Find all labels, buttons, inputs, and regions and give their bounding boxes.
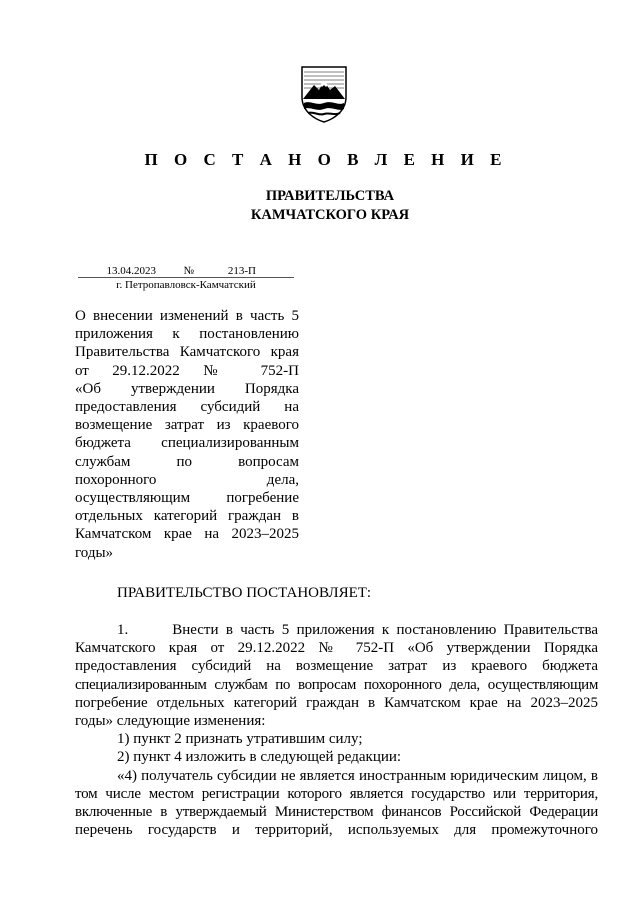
coat-of-arms-emblem — [300, 63, 348, 123]
subject-line: годы» — [75, 544, 114, 561]
subject-line: О внесении изменений в часть 5 — [75, 308, 299, 324]
body-line: перечень государств и территорий, используемых для промежуточного — [75, 822, 598, 839]
authority-line: ПРАВИТЕЛЬСТВА — [265, 188, 395, 204]
body-line: том числе местом регистрации которого является государство или территория, — [75, 785, 598, 802]
issue-place: г. Петропавловск-Камчатский — [116, 279, 256, 291]
body-line: включенные в утверждаемый Министерством финансов Российской Федерации — [75, 804, 598, 821]
number-sign: № — [183, 265, 194, 277]
subject-line: возмещение затрат из краевого — [75, 417, 299, 434]
body-line: 2) пункт 4 изложить в следующей редакции: — [117, 749, 402, 766]
document-body — [75, 621, 598, 839]
document-date: 13.04.2023 — [106, 265, 156, 277]
subject-line: предоставления субсидий на — [75, 399, 299, 416]
subject-line: похоронного дела, — [75, 471, 299, 488]
subject-line: Правительства Камчатского края — [75, 344, 299, 361]
date-number-line — [78, 262, 294, 278]
document-requisites — [78, 262, 294, 291]
subject-line: «Об утверждении Порядка — [75, 380, 299, 397]
decree-heading: ПРАВИТЕЛЬСТВО ПОСТАНОВЛЯЕТ: — [117, 585, 372, 601]
document-number: 213-П — [227, 265, 256, 277]
authority-line: КАМЧАТСКОГО КРАЯ — [250, 207, 410, 223]
subject-line: от 29.12.2022 № 752-П — [75, 362, 299, 379]
issuing-authority — [0, 187, 640, 225]
subject-line: осуществляющим погребение — [75, 490, 299, 507]
body-line: «4) получатель субсидии не является иностранным юридическим лицом, в — [117, 767, 598, 784]
subject-line: бюджета специализированным — [75, 435, 299, 452]
body-line: специализированным службам по вопросам похоронного дела, осуществляющим — [75, 676, 598, 693]
body-line: 1) пункт 2 признать утратившим силу; — [117, 731, 363, 748]
subject-line: Камчатском крае на 2023–2025 — [75, 526, 299, 543]
document-subject — [75, 307, 299, 562]
body-line: предоставления субсидий на возмещение затрат из краевого бюджета — [75, 658, 598, 675]
document-type-title: П О С Т А Н О В Л Е Н И Е — [144, 150, 508, 169]
body-line: годы» следующие изменения: — [75, 713, 266, 730]
body-line: погребение отдельных категорий граждан в Камчатском крае на 2023–2025 — [75, 694, 598, 711]
subject-line: отдельных категорий граждан в — [75, 508, 299, 525]
body-line: Камчатского края от 29.12.2022 № 752-П «Об утверждении Порядка — [75, 640, 598, 657]
subject-line: службам по вопросам — [75, 453, 299, 470]
body-line: 1. Внести в часть 5 приложения к постановлению Правительства — [117, 622, 598, 638]
subject-line: приложения к постановлению — [75, 326, 299, 343]
